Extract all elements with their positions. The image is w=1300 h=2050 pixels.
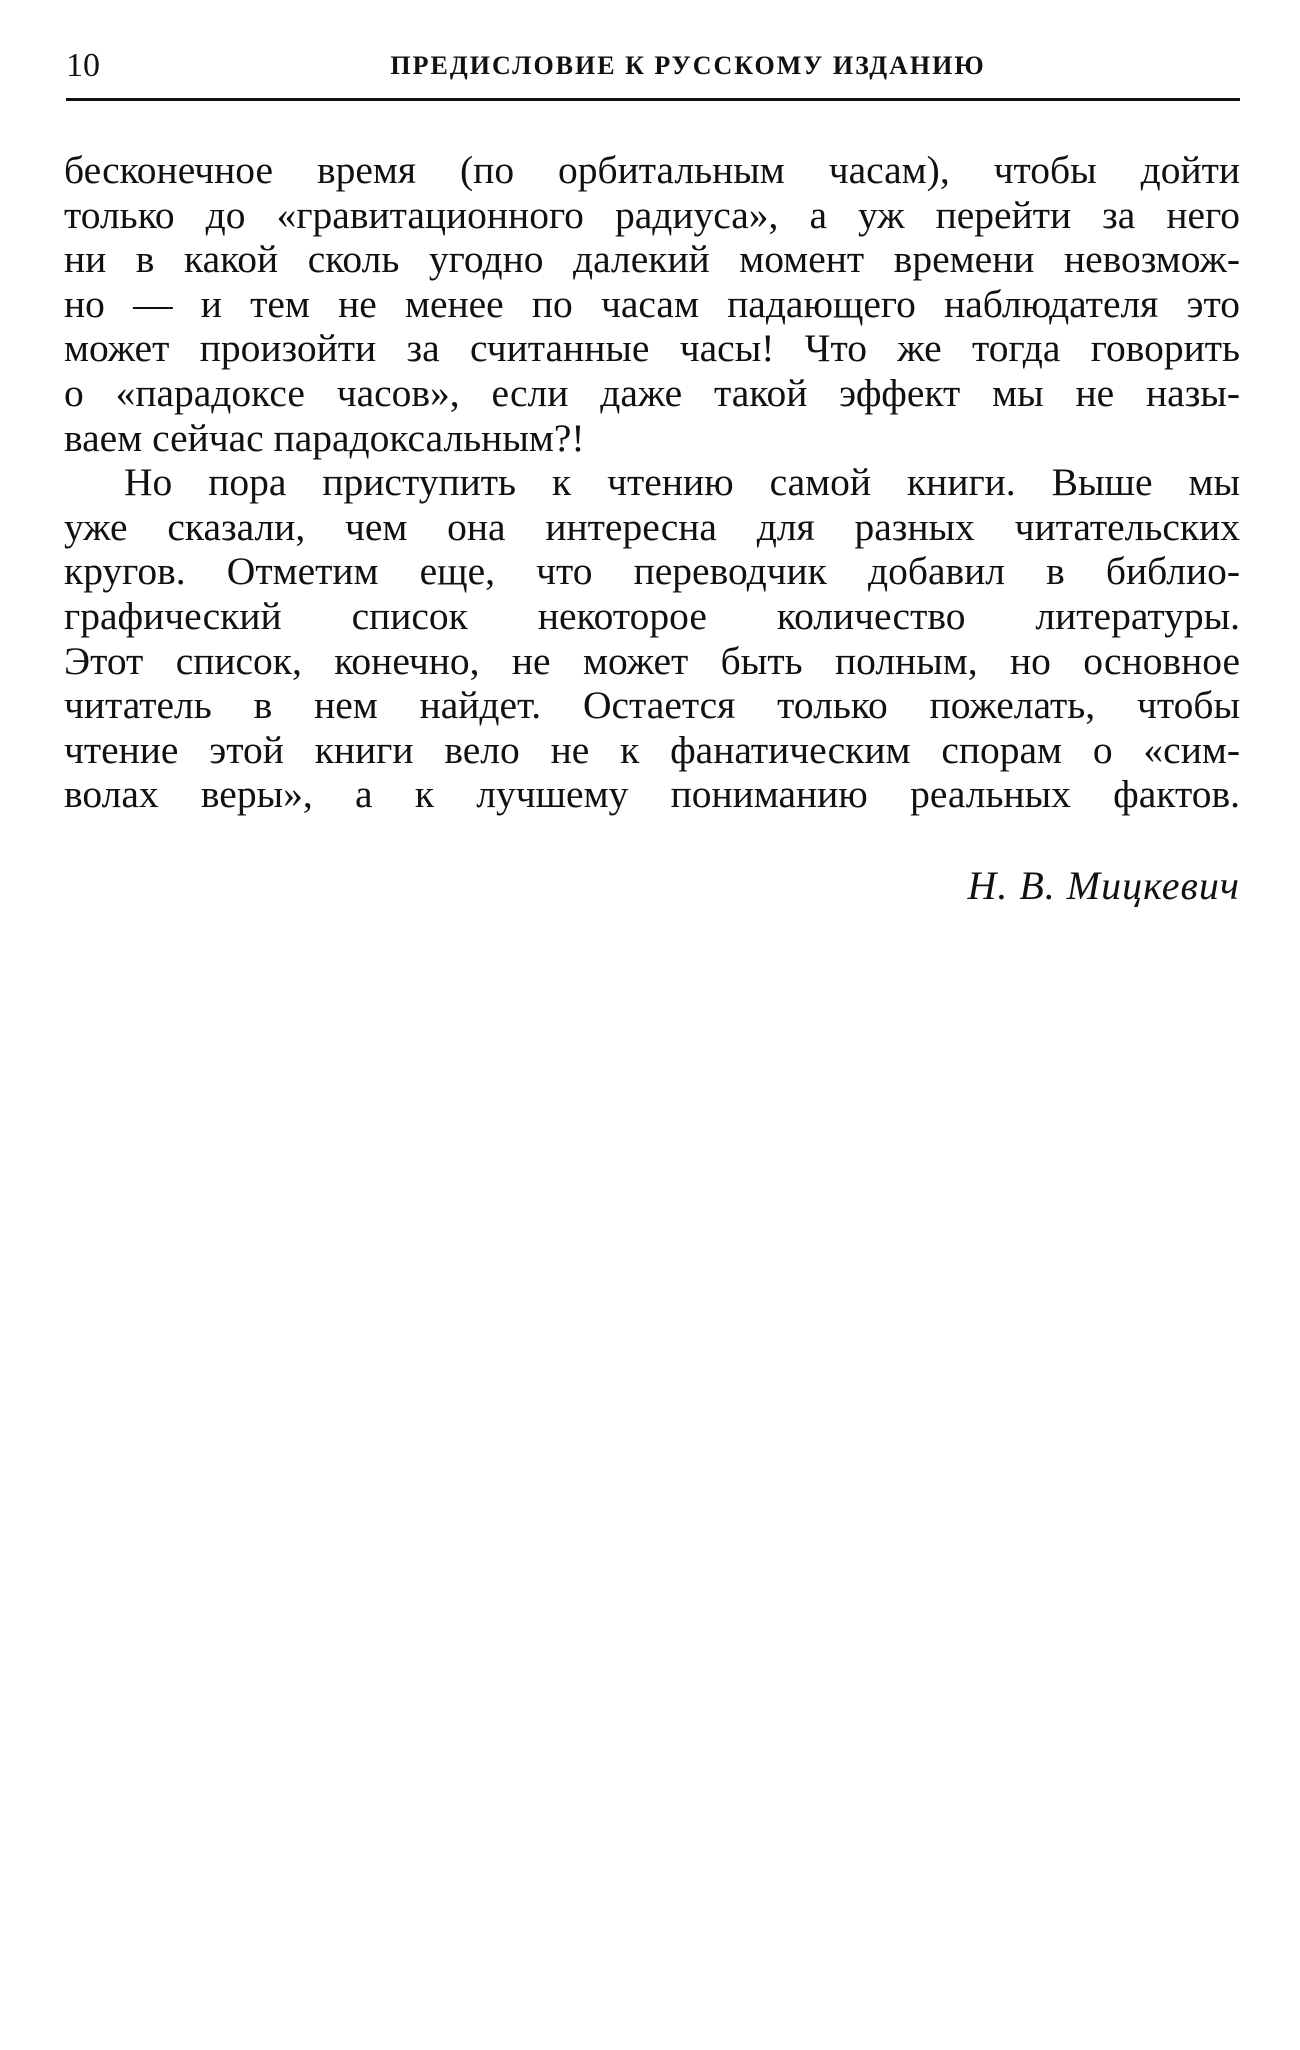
text-line: ни в какой сколь угодно далекий момент времени невозмож- <box>64 237 1240 282</box>
text-line: Этот список, конечно, не может быть полным, но основное <box>64 638 1240 683</box>
text-line: волах веры», а к лучшему пониманию реальных фактов. <box>64 772 1240 817</box>
paragraph-1 <box>64 148 1240 460</box>
text-line: графический список некоторое количество литературы. <box>64 593 1240 638</box>
running-head <box>66 40 1240 101</box>
text-line: но — и тем не менее по часам падающего наблюдателя это <box>64 281 1240 326</box>
paragraph-2 <box>64 460 1240 817</box>
text-line: Но пора приступить к чтению самой книги. Выше мы <box>124 460 1240 505</box>
text-line: только до «гравитационного радиуса», а уж перейти за него <box>64 192 1240 237</box>
text-line-indented <box>64 460 1240 505</box>
text-line: уже сказали, чем она интересна для разных читательских <box>64 504 1240 549</box>
text-line: читатель в нем найдет. Остается только пожелать, чтобы <box>64 683 1240 728</box>
author-signature: Н. В. Мицкевич <box>967 863 1240 908</box>
text-line: кругов. Отметим еще, что переводчик добавил в библио- <box>64 549 1240 594</box>
body-text <box>64 148 1240 817</box>
text-line: о «парадоксе часов», если даже такой эффект мы не назы- <box>64 370 1240 415</box>
text-line: чтение этой книги вело не к фанатическим спорам о «сим- <box>64 727 1240 772</box>
running-head-title: ПРЕДИСЛОВИЕ К РУССКОМУ ИЗДАНИЮ <box>390 51 986 80</box>
text-line: бесконечное время (по орбитальным часам), чтобы дойти <box>64 148 1240 192</box>
text-line: ваем сейчас парадоксальным?! <box>64 415 585 460</box>
text-line: может произойти за считанные часы! Что же тогда говорить <box>64 326 1240 371</box>
page-number: 10 <box>66 47 100 84</box>
